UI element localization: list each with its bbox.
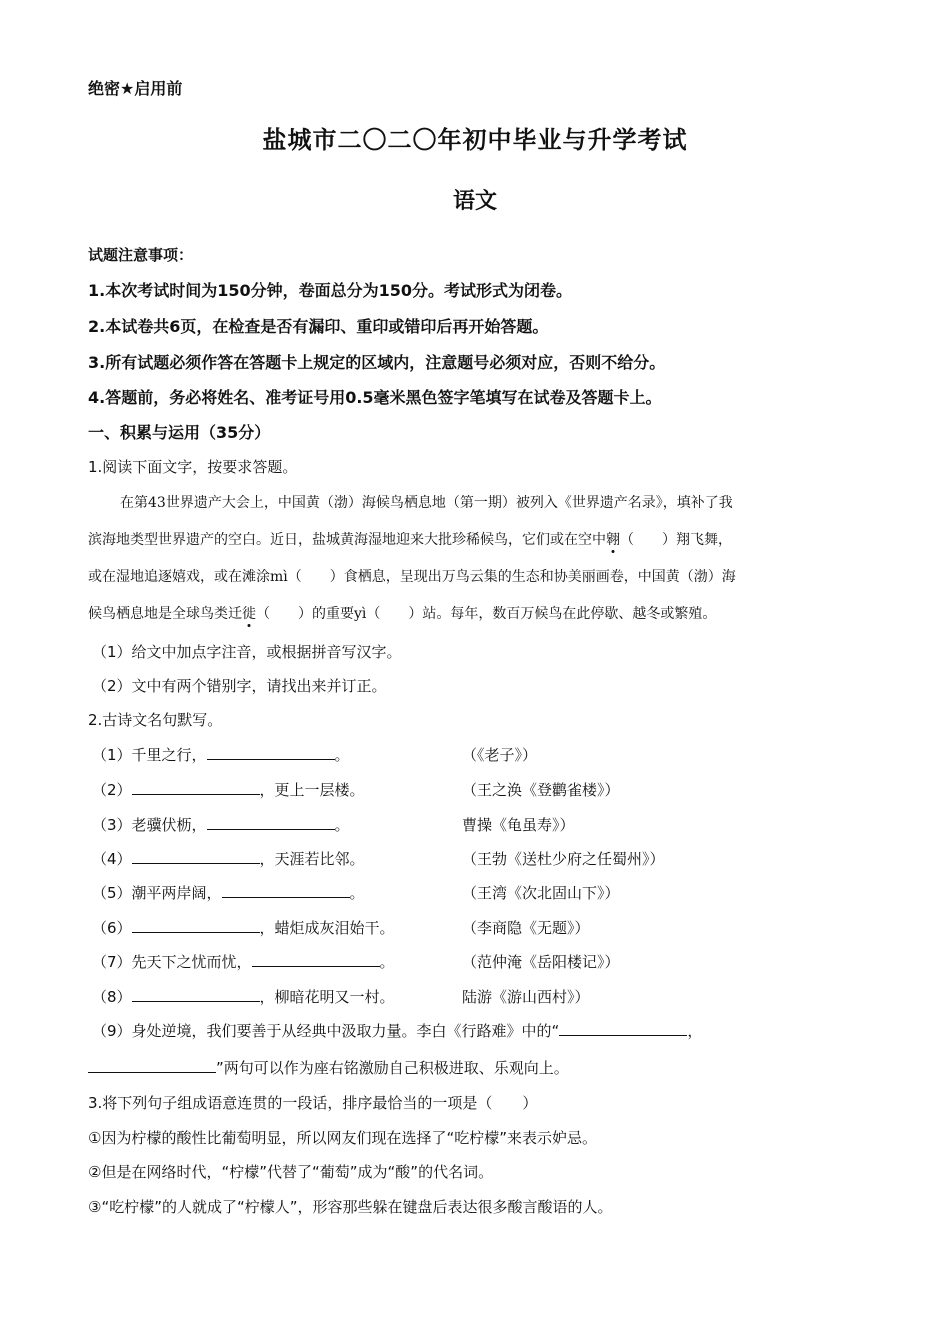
sentence-item: ②但是在网络时代，“柠檬”代替了“葡萄”成为“酸”的代名词。 bbox=[88, 1163, 494, 1181]
sub-question: （1）给文中加点字注音，或根据拼音写汉字。 bbox=[92, 643, 402, 661]
dotted-char: 徙 bbox=[242, 606, 256, 622]
recite-item: （4） ，天涯若比邻。 bbox=[92, 850, 365, 868]
recite-source: （王湾《次北固山下》） bbox=[462, 884, 620, 902]
sentence-item: ①因为柠檬的酸性比葡萄明显，所以网友们现在选择了“吃柠檬”来表示妒忌。 bbox=[88, 1129, 597, 1147]
recite-item: （5）潮平两岸阔， 。 bbox=[92, 884, 365, 902]
note-item: 1.本次考试时间为150分钟，卷面总分为150分。考试形式为闭卷。 bbox=[88, 281, 573, 300]
subject-title: 语文 bbox=[452, 189, 497, 214]
passage-line: 或在湿地追逐嬉戏，或在滩涂mì（ ）食栖息，呈现出万鸟云集的生态和协美丽画卷，中国黄（渤）海 bbox=[88, 569, 736, 585]
recite-source: 曹操《龟虽寿》） bbox=[462, 816, 575, 834]
recite-item: （8） ，柳暗花明又一村。 bbox=[92, 988, 395, 1006]
note-item: 2.本试卷共6页，在检查是否有漏印、重印或错印后再开始答题。 bbox=[88, 317, 549, 336]
recite-item-9-line1: （9）身处逆境，我们要善于从经典中汲取力量。李白《行路难》中的“ ， bbox=[92, 1022, 703, 1040]
answer-blank[interactable] bbox=[132, 918, 260, 933]
dotted-char: 翱 bbox=[606, 532, 620, 548]
notes-heading: 试题注意事项： bbox=[88, 246, 194, 264]
answer-blank[interactable] bbox=[222, 883, 350, 898]
recite-item: （6） ，蜡炬成灰泪始干。 bbox=[92, 919, 395, 937]
recite-item: （1）千里之行， 。 bbox=[92, 746, 350, 764]
recite-source: （范仲淹《岳阳楼记》） bbox=[462, 953, 620, 971]
recite-item: （2） ，更上一层楼。 bbox=[92, 781, 365, 799]
answer-blank[interactable] bbox=[88, 1058, 216, 1073]
answer-blank[interactable] bbox=[559, 1021, 687, 1036]
recite-source: 陆游《游山西村》） bbox=[462, 988, 590, 1006]
note-item: 4.答题前，务必将姓名、准考证号用0.5毫米黑色签字笔填写在试卷及答题卡上。 bbox=[88, 388, 662, 407]
answer-blank[interactable] bbox=[252, 952, 380, 967]
question-1-stem: 1.阅读下面文字，按要求答题。 bbox=[88, 458, 298, 476]
recite-source: （王之涣《登鹳雀楼》） bbox=[462, 781, 620, 799]
question-2-stem: 2.古诗文名句默写。 bbox=[88, 711, 223, 729]
recite-source: （李商隐《无题》） bbox=[462, 919, 590, 937]
passage-line: 滨海地类型世界遗产的空白。近日，盐城黄海湿地迎来大批珍稀候鸟，它们或在空中翱（ ）翔飞舞， bbox=[88, 532, 732, 548]
answer-blank[interactable] bbox=[207, 815, 335, 830]
question-3-stem: 3.将下列句子组成语意连贯的一段话，排序最恰当的一项是（ ） bbox=[88, 1094, 538, 1112]
answer-blank[interactable] bbox=[132, 987, 260, 1002]
sub-question: （2）文中有两个错别字，请找出来并订正。 bbox=[92, 677, 387, 695]
recite-source: （《老子》） bbox=[462, 746, 538, 764]
sentence-item: ③“吃柠檬”的人就成了“柠檬人”，形容那些躲在键盘后表达很多酸言酸语的人。 bbox=[88, 1198, 613, 1216]
recite-item-9-line2: ”两句可以作为座右铭激励自己积极进取、乐观向上。 bbox=[88, 1057, 569, 1078]
note-item: 3.所有试题必须作答在答题卡上规定的区域内，注意题号必须对应，否则不给分。 bbox=[88, 353, 666, 372]
answer-blank[interactable] bbox=[132, 849, 260, 864]
answer-blank[interactable] bbox=[132, 780, 260, 795]
recite-source: （王勃《送杜少府之任蜀州》） bbox=[462, 850, 665, 868]
exam-title: 盐城市二〇二〇年初中毕业与升学考试 bbox=[262, 126, 688, 154]
passage-line: 在第43世界遗产大会上，中国黄（渤）海候鸟栖息地（第一期）被列入《世界遗产名录》，填补了我 bbox=[120, 495, 733, 511]
passage-line: 候鸟栖息地是全球鸟类迁徙（ ）的重要yì（ ）站。每年，数百万候鸟在此停歇、越冬或繁殖。 bbox=[88, 606, 717, 622]
section-heading: 一、积累与运用（35分） bbox=[88, 423, 271, 442]
confidential-mark: 绝密★启用前 bbox=[88, 79, 183, 98]
answer-blank[interactable] bbox=[207, 745, 335, 760]
recite-item: （7）先天下之忧而忧， 。 bbox=[92, 953, 395, 971]
recite-item: （3）老骥伏枥， 。 bbox=[92, 816, 350, 834]
